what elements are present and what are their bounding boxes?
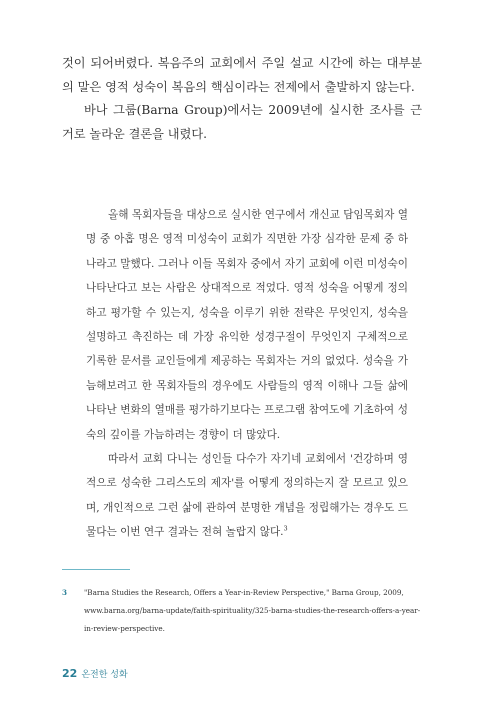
page-number: 22: [62, 667, 78, 680]
footnote-divider: [62, 569, 130, 570]
page-folio: [62, 667, 128, 680]
footnote: [62, 584, 422, 638]
body-text: [62, 52, 422, 146]
quote-paragraph-1: 올해 목회자들을 대상으로 실시한 연구에서 개신교 담임목회자 열 명 중 아홉 명은 영적 미성숙이 교회가 직면한 가장 심각한 문제 중 하나라고 말했다. 그러나 이들 목회자 중에서 자기 교회에 이런 미성숙이 나타난다고 보는 사람은 상대적으로 적었다. 영적 성숙을 어떻게 정의하고 평가할 수 있는지, 성숙을 이루기 위한 전략은 무엇인지, 성숙을 설명하고 촉진하는 데 가장 유익한 성경구절이 무엇인지 구체적으로 기록한 문서를 교인들에게 제공하는 목회자는 거의 없었다. 성숙을 가늠해보려고 한 목회자들의 경우에도 사람들의 영적 이해나 그들 삶에 나타난 변화의 열매를 평가하기보다는 프로그램 참여도에 기초하여 성숙의 깊이를 가늠하려는 경향이 더 많았다.: [86, 209, 408, 441]
body-paragraph-2: 바나 그룹(Barna Group)에서는 2009년에 실시한 조사를 근거로 놀라운 결론을 내렸다.: [62, 103, 422, 141]
footnote-reference[interactable]: 3: [283, 524, 288, 533]
quote-paragraph-2-text: 따라서 교회 다니는 성인들 다수가 자기네 교회에서 '건강하며 영적으로 성숙한 그리스도의 제자'를 어떻게 정의하는지 잘 모르고 있으며, 개인적으로 그런 삶에 관하여 분명한 개념을 정립해가는 경우도 드물다는 이번 연구 결과는 전혀 놀랍지 않다.: [86, 453, 408, 539]
block-quote: [86, 203, 408, 545]
quote-paragraph-2: [86, 447, 408, 545]
body-paragraph-1: 것이 되어버렸다. 복음주의 교회에서 주일 설교 시간에 하는 대부분의 말은 영적 성숙이 복음의 핵심이라는 전제에서 출발하지 않는다.: [62, 56, 422, 94]
running-title: 온전한 성화: [81, 670, 128, 680]
footnote-text: "Barna Studies the Research, Offers a Year-in-Review Perspective," Barna Group, 2009, www.barna.org/barna-update/faith-spirituality/325-barna-studies-the-research-offers-a-year-in-review-perspective.: [84, 588, 421, 633]
footnote-number: 3: [62, 588, 68, 597]
